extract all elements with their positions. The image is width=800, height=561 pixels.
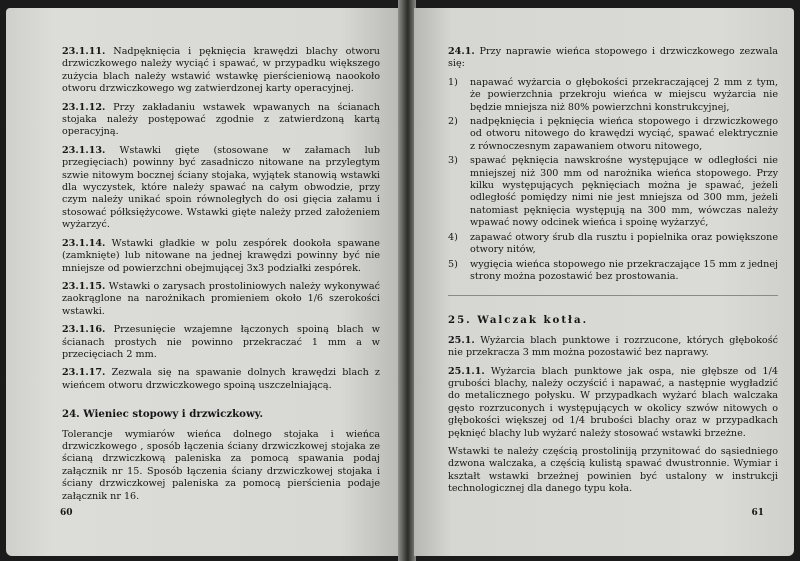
list-item	[448, 77, 778, 114]
right-page	[414, 8, 794, 556]
list-item-text: napawać wyżarcia o głębokości przekraczającej 2 mm z tym, że powierzchnia przekroju wieńca w miejscu wyżarcia nie będzie mniejsza niż 80% powierzchni konstrukcyjnej,	[470, 76, 778, 113]
list-item-number: 4)	[448, 231, 458, 243]
right-page-text	[448, 46, 778, 502]
closing-paragraph: Wstawki te należy częścią prostoliniją przynitować do sąsiedniego dzwona walczaka, a częścią kulistą spawać dwustronnie. Wymiar i kształt wstawki brzeżnej powinien być ustalony w instrukcji technologicznej dla danego typu koła.	[448, 445, 778, 495]
paragraph-text: Przy zakładaniu wstawek wpawanych na ścianach stojaka należy postępować zgodnie z zatwierdzoną kartą operacyjną.	[62, 101, 380, 138]
paragraph-23-1-17	[62, 367, 380, 392]
paragraph-23-1-13	[62, 145, 380, 232]
section-divider	[448, 295, 778, 296]
paragraph-text: Wstawki gładkie w polu zespórek dookoła spawane (zamknięte) lub nitowane na jednej krawędzi powinny być nie mniejsze od powierzchni obejmującej 3x3 podziałki zespórek.	[62, 237, 380, 274]
paragraph-text: Wyżarcia blach punktowe i rozrzucone, których głębokość nie przekracza 3 mm można pozostawić bez naprawy.	[448, 334, 778, 359]
paragraph-text: Przy naprawie wieńca stopowego i drzwiczkowego zezwala się:	[448, 46, 778, 70]
list-item	[448, 155, 778, 229]
paragraph-number: 23.1.15.	[62, 280, 106, 292]
paragraph-number: 23.1.17.	[62, 367, 106, 379]
paragraph-25-1	[448, 335, 778, 360]
list-item-number: 2)	[448, 116, 458, 128]
list-item	[448, 116, 778, 153]
paragraph-number: 23.1.11.	[62, 46, 106, 57]
paragraph-23-1-15	[62, 281, 380, 318]
section-heading-25: 25. Walczak kotła.	[448, 314, 589, 327]
list-item-text: wygięcia wieńca stopowego nie przekraczające 15 mm z jednej strony można pozostawić bez prostowania.	[470, 258, 778, 282]
page-number-left: 60	[60, 508, 73, 518]
left-page-text	[62, 46, 380, 509]
paragraph-text: Wstawki gięte (stosowane w załamach lub przegięciach) powinny być zasadniczo nitowane na przylegtym szwie nitowym bocznej ściany stojaka, wyjątek stanowią wstawki dla wyczystek, które należy spawać na całym obwodzie, przy czym należy unikać spoin równoległych do osi gięcia załamu i stosować półksiężycowe. Wstawki gięte należy przed założeniem wyżarzyć.	[62, 144, 380, 231]
paragraph-text: Przesunięcie wzajemne łączonych spoiną blach w ścianach prostych nie powinno przekraczać 1 mm a w przecięciach 2 mm.	[62, 324, 380, 360]
list-item-text: zapawać otwory śrub dla rusztu i popielnika oraz powiększone otwory nitów,	[470, 231, 778, 256]
repair-permissions-list	[448, 77, 778, 284]
paragraph-23-1-12	[62, 102, 380, 139]
list-item-number: 1)	[448, 76, 458, 88]
paragraph-25-1-1	[448, 366, 778, 440]
list-item	[448, 259, 778, 284]
paragraph-23-1-16	[62, 324, 380, 361]
paragraph-text: Wstawki o zarysach prostoliniowych należy wykonywać zaokrąglone na narożnikach promieniem około 1/6 szerokości wstawki.	[62, 280, 380, 317]
paragraph-text: Wyżarcia blach punktowe jak ospa, nie głębsze od 1/4 grubości blachy, należy oczyścić i napawać, a następnie wygładzić do metalicznego połysku. W przypadkach wyżarć blach walczaka gęsto rozrzuconych i występujących w okolicy szwów nitowych o głębokości większej od 1/4 brubości blachy oraz w przypadkach pęknięć blachy lub wyżarć należy stosować wstawki brzeżne.	[448, 365, 778, 439]
list-item-text: spawać pęknięcia nawskrośne występujące w odległości nie mniejszej niż 300 mm od narożnika wieńca stopowego. Przy kilku występujących pęknięciach można je spawać, jeżeli odległość pomiędzy nimi nie jest mniejsza od 300 mm, jeżeli natomiast pęknięcia występują na 300 mm, wówczas należy wpawać nowy odcinek wieńca i spoinę wyżarzyć,	[470, 155, 778, 229]
paragraph-number: 24.1.	[448, 46, 475, 57]
page-number-right: 61	[751, 508, 764, 518]
paragraph-text: Nadpęknięcia i pęknięcia krawędzi blachy otworu drzwiczkowego należy wyciąć i spawać, w przypadku większego zużycia blach należy wstawić wstawkę pierścieniową naookoło otworu drzwiczkowego wg zatwierdzonej karty operacyjnej.	[62, 46, 380, 95]
list-item-number: 5)	[448, 258, 458, 270]
paragraph-text: Zezwala się na spawanie dolnych krawędzi blach z wieńcem otworu drzwiczkowego spoiną uszczelniającą.	[62, 367, 380, 391]
section-heading-24: 24. Wieniec stopowy i drzwiczkowy.	[62, 408, 264, 421]
paragraph-23-1-14	[62, 238, 380, 275]
paragraph-number: 23.1.12.	[62, 101, 106, 113]
paragraph-23-1-11	[62, 46, 380, 96]
paragraph-24-1	[448, 46, 778, 71]
left-page	[6, 8, 400, 556]
paragraph-number: 23.1.14.	[62, 237, 106, 249]
section-24-text: Tolerancje wymiarów wieńca dolnego stojaka i wieńca drzwiczkowego , sposób łączenia ściany drzwiczkowej stojaka ze ścianą drzwiczkową paleniska za pomocą spawania podaj załącznik nr 15. Sposób łączenia ściany drzwiczkowej stojaka i ściany drzwiczkowej paleniska za pomocą pierścienia podaje załącznik nr 16.	[62, 428, 380, 502]
list-item-number: 3)	[448, 155, 458, 167]
list-item-text: nadpęknięcia i pęknięcia wieńca stopowego i drzwiczkowego od otworu nitowego do krawędzi wyciąć, spawać elektrycznie z równoczesnym zapawaniem otworu nitowego,	[470, 116, 778, 152]
list-item	[448, 232, 778, 257]
paragraph-number: 23.1.16.	[62, 324, 106, 336]
paragraph-number: 23.1.13.	[62, 144, 106, 156]
paragraph-number: 25.1.1.	[448, 365, 485, 377]
paragraph-number: 25.1.	[448, 334, 475, 346]
